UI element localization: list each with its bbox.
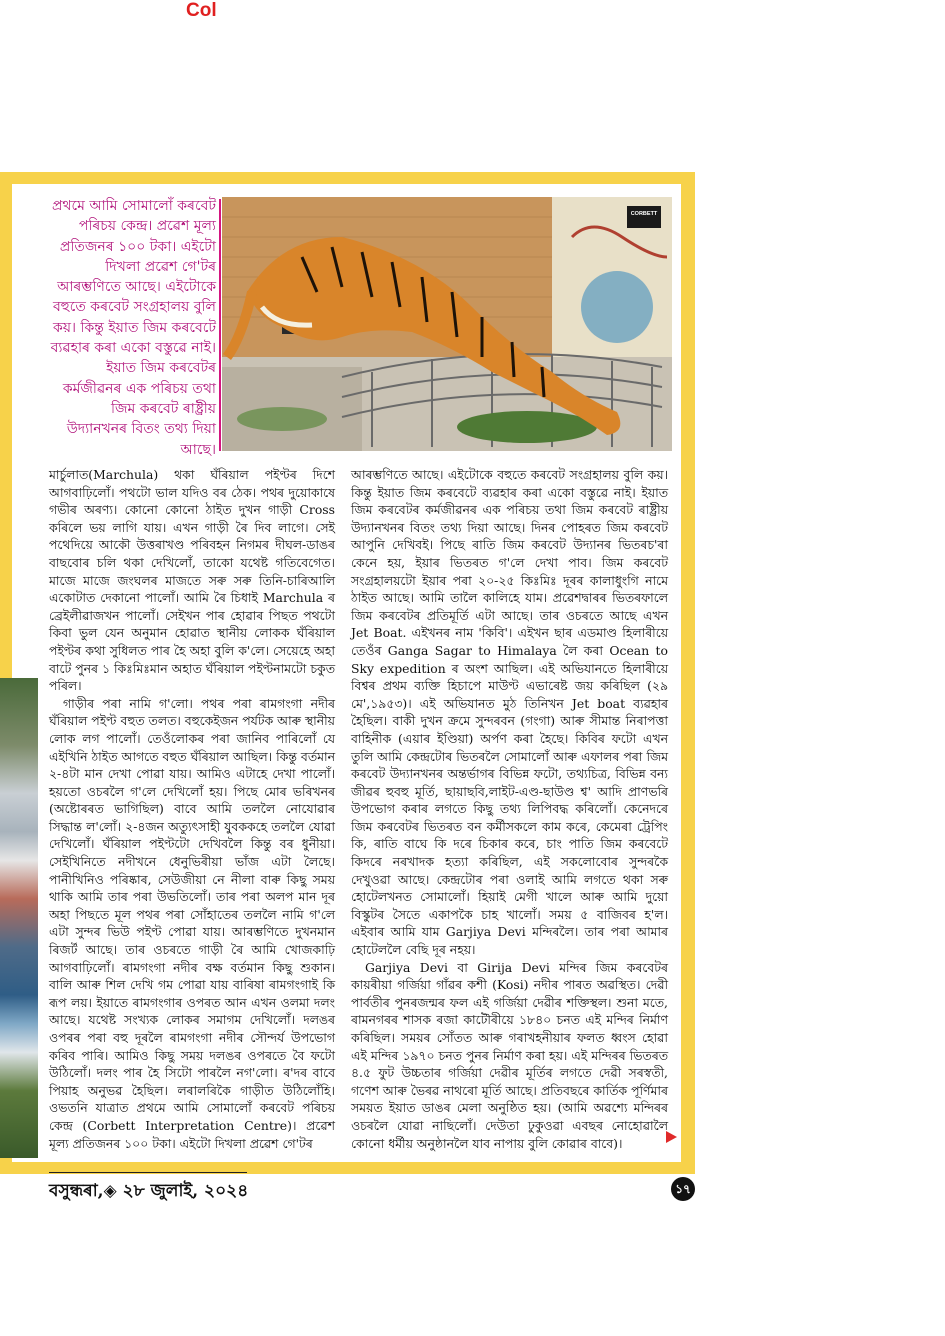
- side-photo-strip: [0, 678, 38, 1158]
- publication-dateline: বসুন্ধৰা,◈ ২৮ জুলাই, ২০২৪: [49, 1181, 249, 1201]
- footer-rule: [49, 1172, 247, 1173]
- paragraph: গাড়ীৰ পৰা নামি গ'লো। পথৰ পৰা ৰামগংগা নদীৰ ঘঁৰিয়াল পইণ্ট বহুত তলত। বহুকেইজন পৰ্যটক আৰু স্থানীয় লোক লগ পালোঁ। তেওঁলোকৰ পৰা জানিব পাৰিলোঁ যে এইখিনি ঠাইত আগতে বহুত ঘঁৰিয়াল আছিল। কিন্তু বৰ্তমান ২-৪টা মান দেখা পোৱা যায়। আমিও এটাহে দেখা পালোঁ। হয়তো ওচৰলৈ গ'লে দেখিলোঁ হয়। পিছে মোৰ ভৰিখনৰ (অষ্টোৰৰত ভাগিছিল) বাবে আমি তললৈ নোযোৱাৰ সিদ্ধান্ত ল'লোঁ। ২-৪জন অত্যুৎসাহী যুবককহে তললৈ যোৱা দেখিলোঁ। ঘঁৰিয়াল পইণ্টটো দেখিবলৈ কিন্তু বৰ ধুনীয়া। সেইখিনিতে নদীখনে ধেনুভিৰীয়া ভাঁজ এটা লৈছে। পানীখিনিও পৰিষ্কাৰ, সেউজীয়া নে নীলা বাৰু কিছু সময় থাকি আমি তাৰ পৰা উভতিলোঁ। তাৰ পৰা অলপ মান দূৰ অহা পিছতে মূল পথৰ পৰা সোঁহাতেৰ তললৈ নামি গ'লে এটা সুন্দৰ ভিউ পইণ্ট পোৱা যায়। আৰম্ভণিতে দুখনমান ৰিজৰ্ট আছে। তাৰ ওচৰতে গাড়ী ৰৈ আমি খোজকাঢ়ি আগবাঢ়িলোঁ। ৰামগংগা নদীৰ বক্ষ বৰ্তমান কিছু শুকান। বালি আৰু শিল দেখি গম পোৱা যায় বাৰিষা ৰামগংগাই কি ৰূপ লয়। ইয়াতে ৰামগংগাৰ ওপৰত আন এখন ওলমা দলং আছে। যথেষ্ট সংখ্যক লোকৰ সমাগম দেখিলোঁ। দলঙৰ ওপৰৰ পৰা বহু দূৰলৈ ৰামগংগা নদীৰ সৌন্দৰ্য উপভোগ কৰিব পাৰি। আমিও কিছু সময় দলঙৰ ওপৰতে বৈ ফটো উঠিলোঁ। দলং পাৰ হৈ সিটো পাৰলৈ নগ'লো। ৰ'দৰ বাবে পিয়াহ অনুভৱ হৈছিল। লৰালৰিকৈ গাড়ীত উঠিলোঁহি। ওভতনি যাত্ৰাত প্ৰথমে আমি সোমালোঁ কৰবেট পৰিচয় কেন্দ্ৰ (Corbett Interpretation Centre)। প্ৰৱেশ মূল্য প্ৰতিজনৰ ১০০ টকা। এইটো দিখলা প্ৰৱেশ গে'টৰ: [49, 695, 335, 1151]
- photo-badge: CORBETT: [630, 211, 658, 217]
- pull-quote: প্ৰথমে আমি সোমালোঁ কৰবেট পৰিচয় কেন্দ্ৰ। প্ৰৱেশ মূল্য প্ৰতিজনৰ ১০০ টকা। এইটো দিখলা প্ৰৱেশ গে'টৰ আৰম্ভণিতে আছে। এইটোকে বহুতে কৰবেট সংগ্ৰহালয় বুলি কয়। কিন্তু ইয়াত জিম কৰবেটে ব্যৱহাৰ কৰা একো বস্তুৱে নাই। ইয়াত জিম কৰবেটৰ কৰ্মজীৱনৰ এক পৰিচয় তথা জিম কৰবেট ৰাষ্ট্ৰীয় উদ্যানখনৰ বিতং তথ্য দিয়া আছে।: [50, 198, 216, 458]
- paragraph: আৰম্ভণিতে আছে। এইটোকে বহুতে কৰবেট সংগ্ৰহালয় বুলি কয়। কিন্তু ইয়াত জিম কৰবেটে ব্যৱহাৰ কৰা একো বস্তুৱে নাই। ইয়াত জিম কৰবেটৰ কৰ্মজীৱনৰ এক পৰিচয় তথা জিম কৰবেট ৰাষ্ট্ৰীয় উদ্যানখনৰ বিতং তথ্য দিয়া আছে। দিনৰ পোহৰত জিম কৰবেট আপুনি দেখিবই। পিছে ৰাতি জিম কৰবেট উদ্যানৰ ভিতৰচ'ৰা কেনে হয়, ইয়াৰ ভিতৰত গ'লে দেখা পাব। জিম কৰবেট সংগ্ৰহালয়টো ইয়াৰ পৰা ২০-২৫ কিঃমিঃ দূৰৰ কালাধুংগি নামে ঠাইত আছে। আমি তালৈ কালিহে যাম। প্ৰৱেশদ্বাৰৰ ভিতৰফালে জিম কৰবেটৰ প্ৰতিমূৰ্তি এটা আছে। তাৰ ওচৰতে আছে এখন Jet Boat. এইখনৰ নাম 'কিবি'। এইখন ছাৰ এডমাণ্ড হিলাৰীয়ে তেওঁৰ Ganga Sagar to Himalaya লৈ কৰা Ocean to Sky expedition ৰ অংশ আছিল। এই অভিযানতে হিলাৰীয়ে বিশ্বৰ প্ৰথম ব্যক্তি হিচাপে মাউণ্ট এভাৰেষ্ট জয় কৰিছিল (২৯ মে',১৯৫৩)। এই অভিযানত মুঠ তিনিখন Jet boat ব্যৱহাৰ হৈছিল। বাকী দুখন ক্ৰমে সুন্দৰবন (গংগা) আৰু সীমান্ত নিৰাপত্তা বাহিনীক (এয়াৰ ইণ্ডিয়া) অৰ্পণ কৰা হৈছে। কিবিৰ ফটো এখন তুলি আমি কেন্দ্ৰটোৰ ভিতৰলৈ সোমালোঁ আৰু এফালৰ পৰা জিম কৰবেট উদ্যানখনৰ অন্তৰ্ভাগৰ বিভিন্ন ফটো, তথ্যচিত্ৰ, বিভিন্ন বন্য জীৱৰ হুবহু মূৰ্তি, ছায়াছবি,লাইট-এণ্ড-ছাউণ্ড শ্ব' আদি প্ৰাণভৰি উপভোগ কৰাৰ লগতে কিছু তথ্য লিপিবদ্ধ কৰিলোঁ। কেনেদৰে জিম কৰবেটৰ ভিতৰত বন কৰ্মীসকলে কাম কৰে, কেমেৰা ট্ৰেপিং কি, ৰাতি বাঘে কি দৰে চিকাৰ কৰে, চাং পাতি জিম কৰবেটে কিদৰে নৰখাদক হত্যা কৰিছিল, এই সকলোবোৰ সুন্দৰকৈ দেখুওৱা আছে। কেন্দ্ৰটোৰ পৰা ওলাই আমি লগতে থকা সৰু হোটেলখনত সোমালোঁ। হিয়াই মেগী খালে আৰু আমি দুয়ো বিস্কুটৰ সৈতে একাপকৈ চাহ খালোঁ। সময় ৫ বাজিবৰ হ'ল। এইবাৰ আমি যাম Garjiya Devi মন্দিৰলৈ। তাৰ পৰা আমাৰ হোটেললৈ বেছি দূৰ নহয়।: [351, 467, 668, 958]
- article-column-right: [351, 466, 668, 1152]
- section-tag: Col: [186, 0, 217, 21]
- paragraph: Garjiya Devi বা Girija Devi মন্দিৰ জিম কৰবেটৰ কায়ৰীয়া গৰ্জিয়া গাঁৱৰ কশী (Kosi) নদীৰ পাৰত অৱস্থিত। দেৱী পাৰ্বতীৰ পুনৰজন্মৰ ফল এই গৰ্জিয়া দেৱীৰ শক্তিস্থল। শুনা মতে, ৰামনগৰৰ শাসক ৰজা কাটৌৰীয়ে ১৮৪০ চনত এই মন্দিৰ নিৰ্মাণ কৰিছিল। সময়ৰ সোঁতত আৰু গৰাখহনীয়াৰ ফলত ধ্বংস হোৱা এই মন্দিৰ ১৯৭০ চনত পুনৰ নিৰ্মাণ কৰা হয়। এই মন্দিৰৰ ভিতৰত ৪.৫ ফুট উচ্চতাৰ গৰ্জিয়া দেৱীৰ মূৰ্তিৰ লগতে দেৱী সৰস্বতী, গণেশ আৰু ভৈৰৱ নাথৰো মূৰ্তি আছে। প্ৰতিবছৰে কাৰ্তিক পূৰ্ণিমাৰ সময়ত ইয়াত ডাঙৰ মেলা অনুষ্ঠিত হয়। (আমি অৱশ্যে মন্দিৰৰ ওচৰলৈ যোৱা নাছিলোঁ। দেউতা ঢুকুওৱা এবছৰ নোহোৱালৈ কোনো ধৰ্মীয় অনুষ্ঠানলৈ যাব নাপায় বুলি কোৱাৰ বাবে)।: [351, 959, 668, 1151]
- page-number: ১৭: [671, 1177, 695, 1201]
- article-column-left: [49, 466, 335, 1152]
- pull-quote-rule: [219, 199, 221, 451]
- paragraph: মাৰ্চুলাত(Marchula) থকা ঘঁৰিয়াল পইণ্টৰ দিশে আগবাঢ়িলোঁ। পথটো ভাল যদিও বৰ ঠেক। পথৰ দুয়োকাষে গভীৰ অৰণ্য। কোনো কোনো ঠাইত দুখন গাড়ী Cross কৰিলে ভয় লাগি যায়। এখন গাড়ী ৰৈ দিব লাগে। সেই পথেদিয়ে আকৌ উত্তৰাখণ্ড পৰিবহন নিগমৰ দীঘল-ডাঙৰ বাছবোৰ চলি থকা দেখিলোঁ, তাকো যথেষ্ট গতিবেগেত। মাজে মাজে জংঘলৰ মাজতে সৰু সৰু তিনি-চাৰিআলি একোটাত দেকানো পালোঁ। আমি ৰৈ চিধাই Marchula ৰ ব্ৰেইলীৱাজখন পালোঁ। সেইখন পাৰ হোৱাৰ পিছত পথটো কিবা ভুল যেন অনুমান হোৱাত স্থানীয় লোকক ঘঁৰিয়াল পইণ্টৰ কথা সুধিলত পাৰ হৈ অহা বুলি ক'লে। সেয়েহে অহা বাটে পুনৰ ১ কিঃমিঃমান অহাত ঘঁৰিয়াল পইণ্টনামটো চকুত পৰিল।: [49, 467, 335, 694]
- tiger-statue-photo: [222, 197, 672, 451]
- article-end-arrow-icon: [666, 1131, 677, 1143]
